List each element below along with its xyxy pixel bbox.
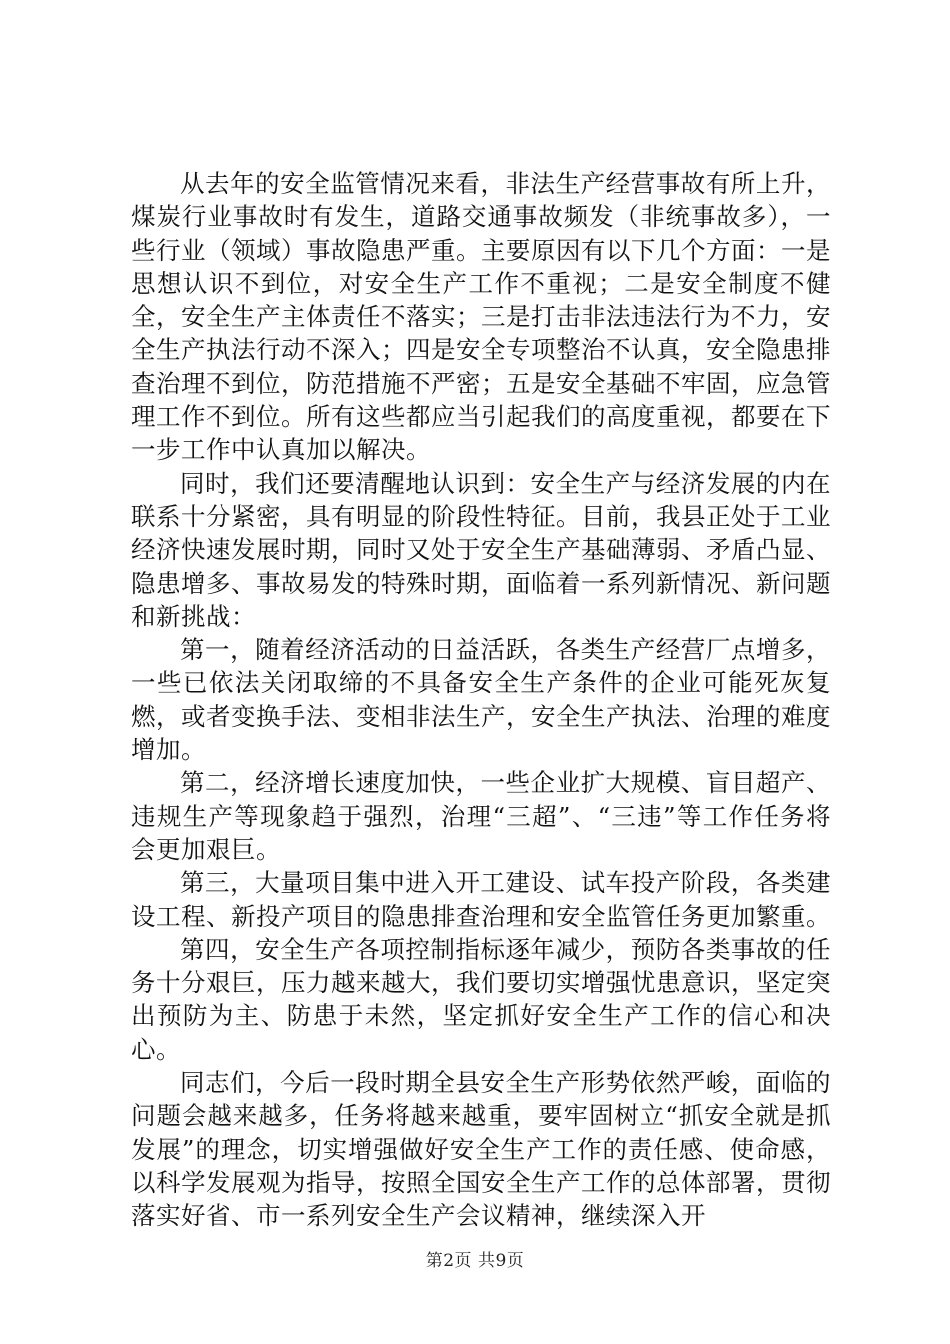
paragraph: 第一，随着经济活动的日益活跃，各类生产经营厂点增多，一些已依法关闭取缔的不具备安全生产条件的企业可能死灰复燃，或者变换手法、变相非法生产，安全生产执法、治理的难度增加。 — [131, 635, 831, 765]
paragraph: 从去年的安全监管情况来看，非法生产经营事故有所上升，煤炭行业事故时有发生，道路交通事故频发（非统事故多），一些行业（领域）事故隐患严重。主要原因有以下几个方面：一是思想认识不到位，对安全生产工作不重视；二是安全制度不健全，安全生产主体责任不落实；三是打击非法违法行为不力，安全生产执法行动不深入；四是安全专项整治不认真，安全隐患排查治理不到位，防范措施不严密；五是安全基础不牢固，应急管理工作不到位。所有这些都应当引起我们的高度重视，都要在下一步工作中认真加以解决。 — [131, 169, 831, 465]
paragraph: 第三，大量项目集中进入开工建设、试车投产阶段，各类建设工程、新投产项目的隐患排查治理和安全监管任务更加繁重。 — [131, 868, 831, 931]
document-body — [131, 167, 831, 1233]
paragraph: 同时，我们还要清醒地认识到：安全生产与经济发展的内在联系十分紧密，具有明显的阶段性特征。目前，我县正处于工业经济快速发展时期，同时又处于安全生产基础薄弱、矛盾凸显、隐患增多、事故易发的特殊时期，面临着一系列新情况、新问题和新挑战： — [131, 468, 831, 631]
paragraph: 第二，经济增长速度加快，一些企业扩大规模、盲目超产、违规生产等现象趋于强烈，治理“三超”、“三违”等工作任务将会更加艰巨。 — [131, 768, 831, 864]
page-number-footer: 第2页 共9页 — [425, 1251, 525, 1271]
paragraph: 第四，安全生产各项控制指标逐年减少，预防各类事故的任务十分艰巨，压力越来越大，我们要切实增强忧患意识，坚定突出预防为主、防患于未然，坚定抓好安全生产工作的信心和决心。 — [131, 934, 831, 1064]
paragraph: 同志们，今后一段时期全县安全生产形势依然严峻，面临的问题会越来越多，任务将越来越重，要牢固树立“抓安全就是抓发展”的理念，切实增强做好安全生产工作的责任感、使命感，以科学发展观为指导，按照全国安全生产工作的总体部署，贯彻落实好省、市一系列安全生产会议精神，继续深入开 — [131, 1068, 831, 1231]
